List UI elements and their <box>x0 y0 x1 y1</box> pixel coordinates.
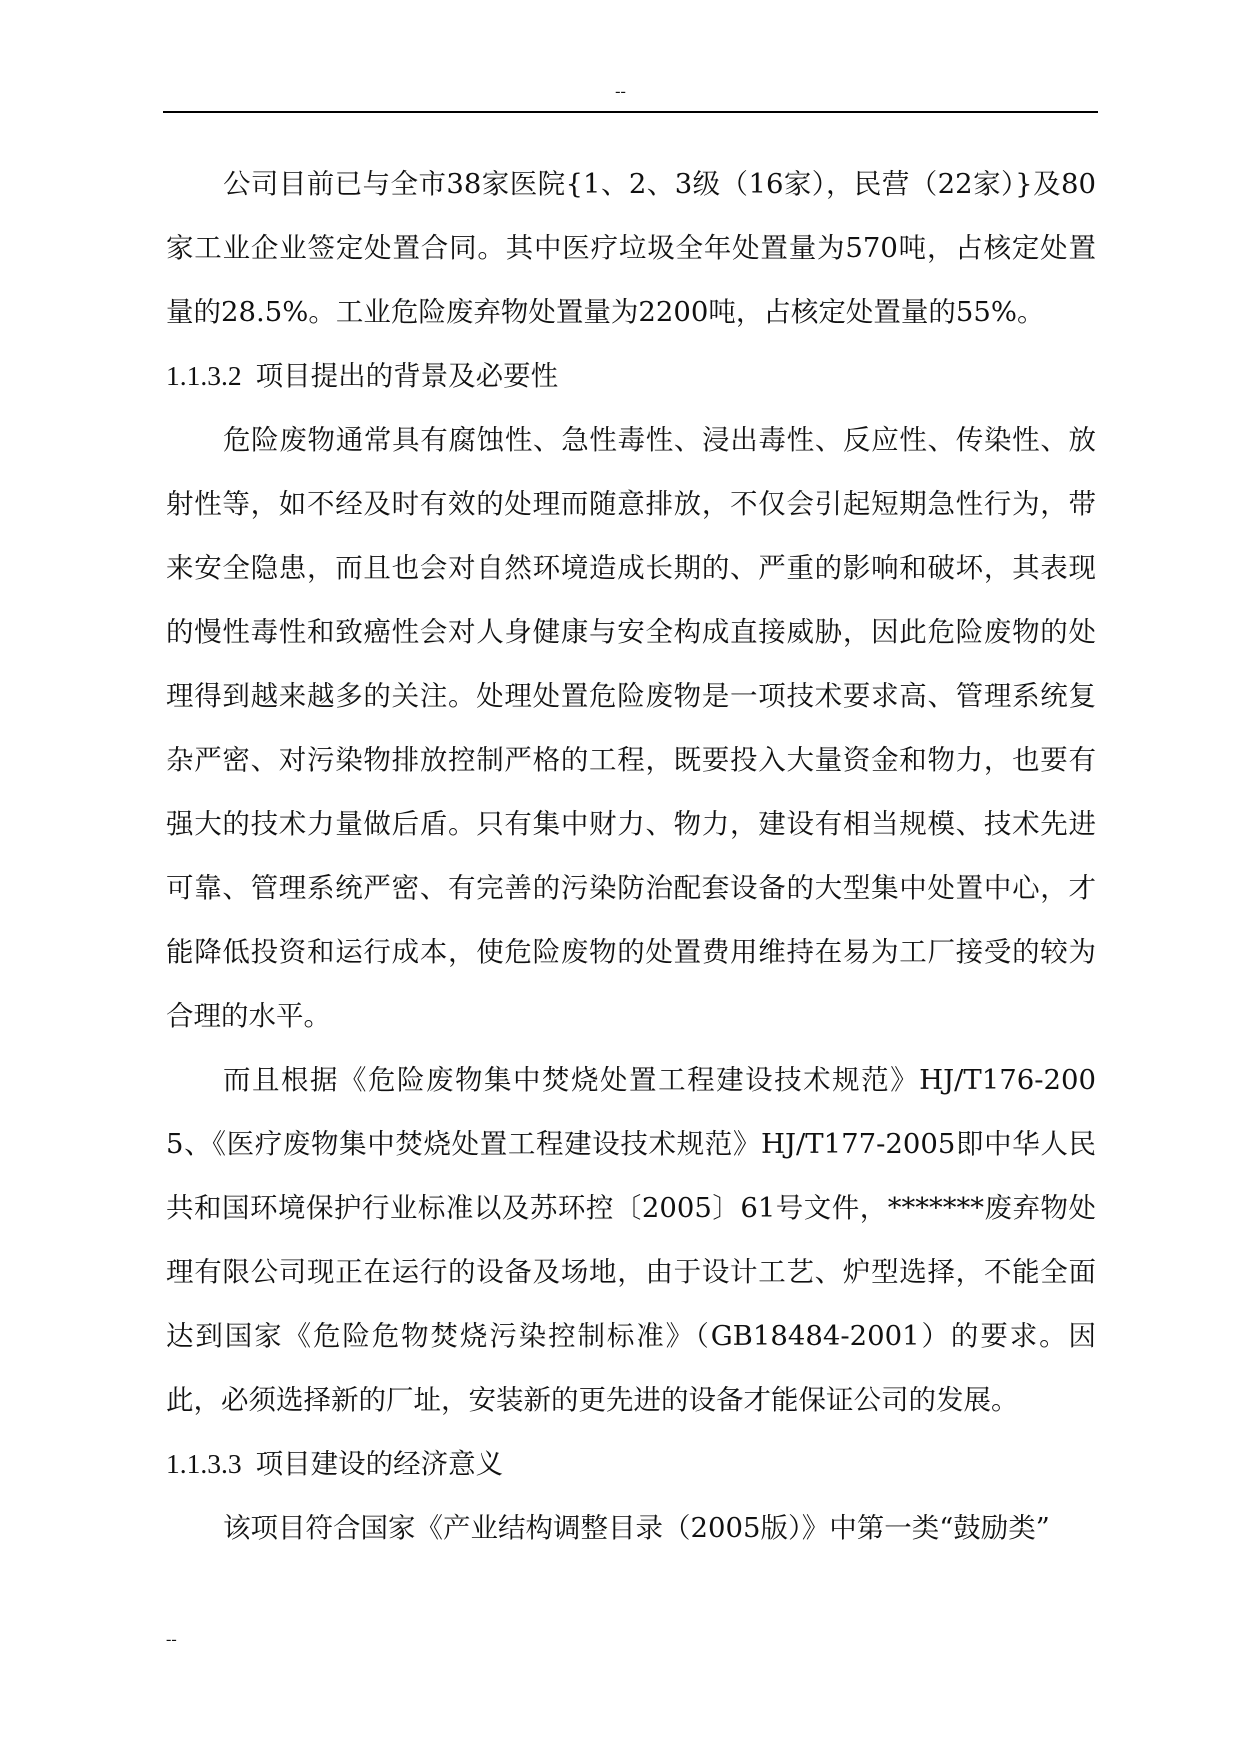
page-body <box>166 152 1096 1560</box>
header-rule <box>163 111 1098 113</box>
paragraph-hazardous-waste: 危险废物通常具有腐蚀性、急性毒性、浸出毒性、反应性、传染性、放射性等，如不经及时有效的处理而随意排放，不仅会引起短期急性行为，带来安全隐患，而且也会对自然环境造成长期的、严重的影响和破坏，其表现的慢性毒性和致癌性会对人身健康与安全构成直接威胁，因此危险废物的处理得到越来越多的关注。处理处置危险废物是一项技术要求高、管理系统复杂严密、对污染物排放控制严格的工程，既要投入大量资金和物力，也要有强大的技术力量做后盾。只有集中财力、物力，建设有相当规模、技术先进可靠、管理系统严密、有完善的污染防治配套设备的大型集中处置中心，才能降低投资和运行成本，使危险废物的处置费用维持在易为工厂接受的较为合理的水平。 <box>166 424 1096 1032</box>
paragraph-industry-catalog: 该项目符合国家《产业结构调整目录（2005版）》中第一类“鼓励类” <box>223 1512 1050 1544</box>
section-title: 项目建设的经济意义 <box>255 1448 504 1479</box>
paragraph-disposal-contracts: 公司目前已与全市38家医院{1、2、3级（16家），民营（22家）}及80家工业企业签定处置合同。其中医疗垃圾全年处置量为570吨，占核定处置量的28.5%。工业危险废弃物处置量为2200吨，占核定处置量的55%。 <box>166 168 1096 328</box>
section-number: 1.1.3.3 <box>166 1448 242 1479</box>
section-heading-economic <box>166 1432 1096 1496</box>
section-number: 1.1.3.2 <box>166 360 242 391</box>
section-heading-background <box>166 344 1096 408</box>
page-footer-mark: -- <box>166 1631 177 1648</box>
section-title: 项目提出的背景及必要性 <box>255 360 559 391</box>
paragraph-standards: 而且根据《危险废物集中焚烧处置工程建设技术规范》HJ/T176-2005、《医疗废物集中焚烧处置工程建设技术规范》HJ/T177-2005即中华人民共和国环境保护行业标准以及苏环控〔2005〕61号文件，*******废弃物处理有限公司现正在运行的设备及场地，由于设计工艺、炉型选择，不能全面达到国家《危险危物焚烧污染控制标准》（GB18484-2001）的要求。因此，必须选择新的厂址，安装新的更先进的设备才能保证公司的发展。 <box>166 1064 1096 1416</box>
page-header-mark: -- <box>615 83 626 100</box>
